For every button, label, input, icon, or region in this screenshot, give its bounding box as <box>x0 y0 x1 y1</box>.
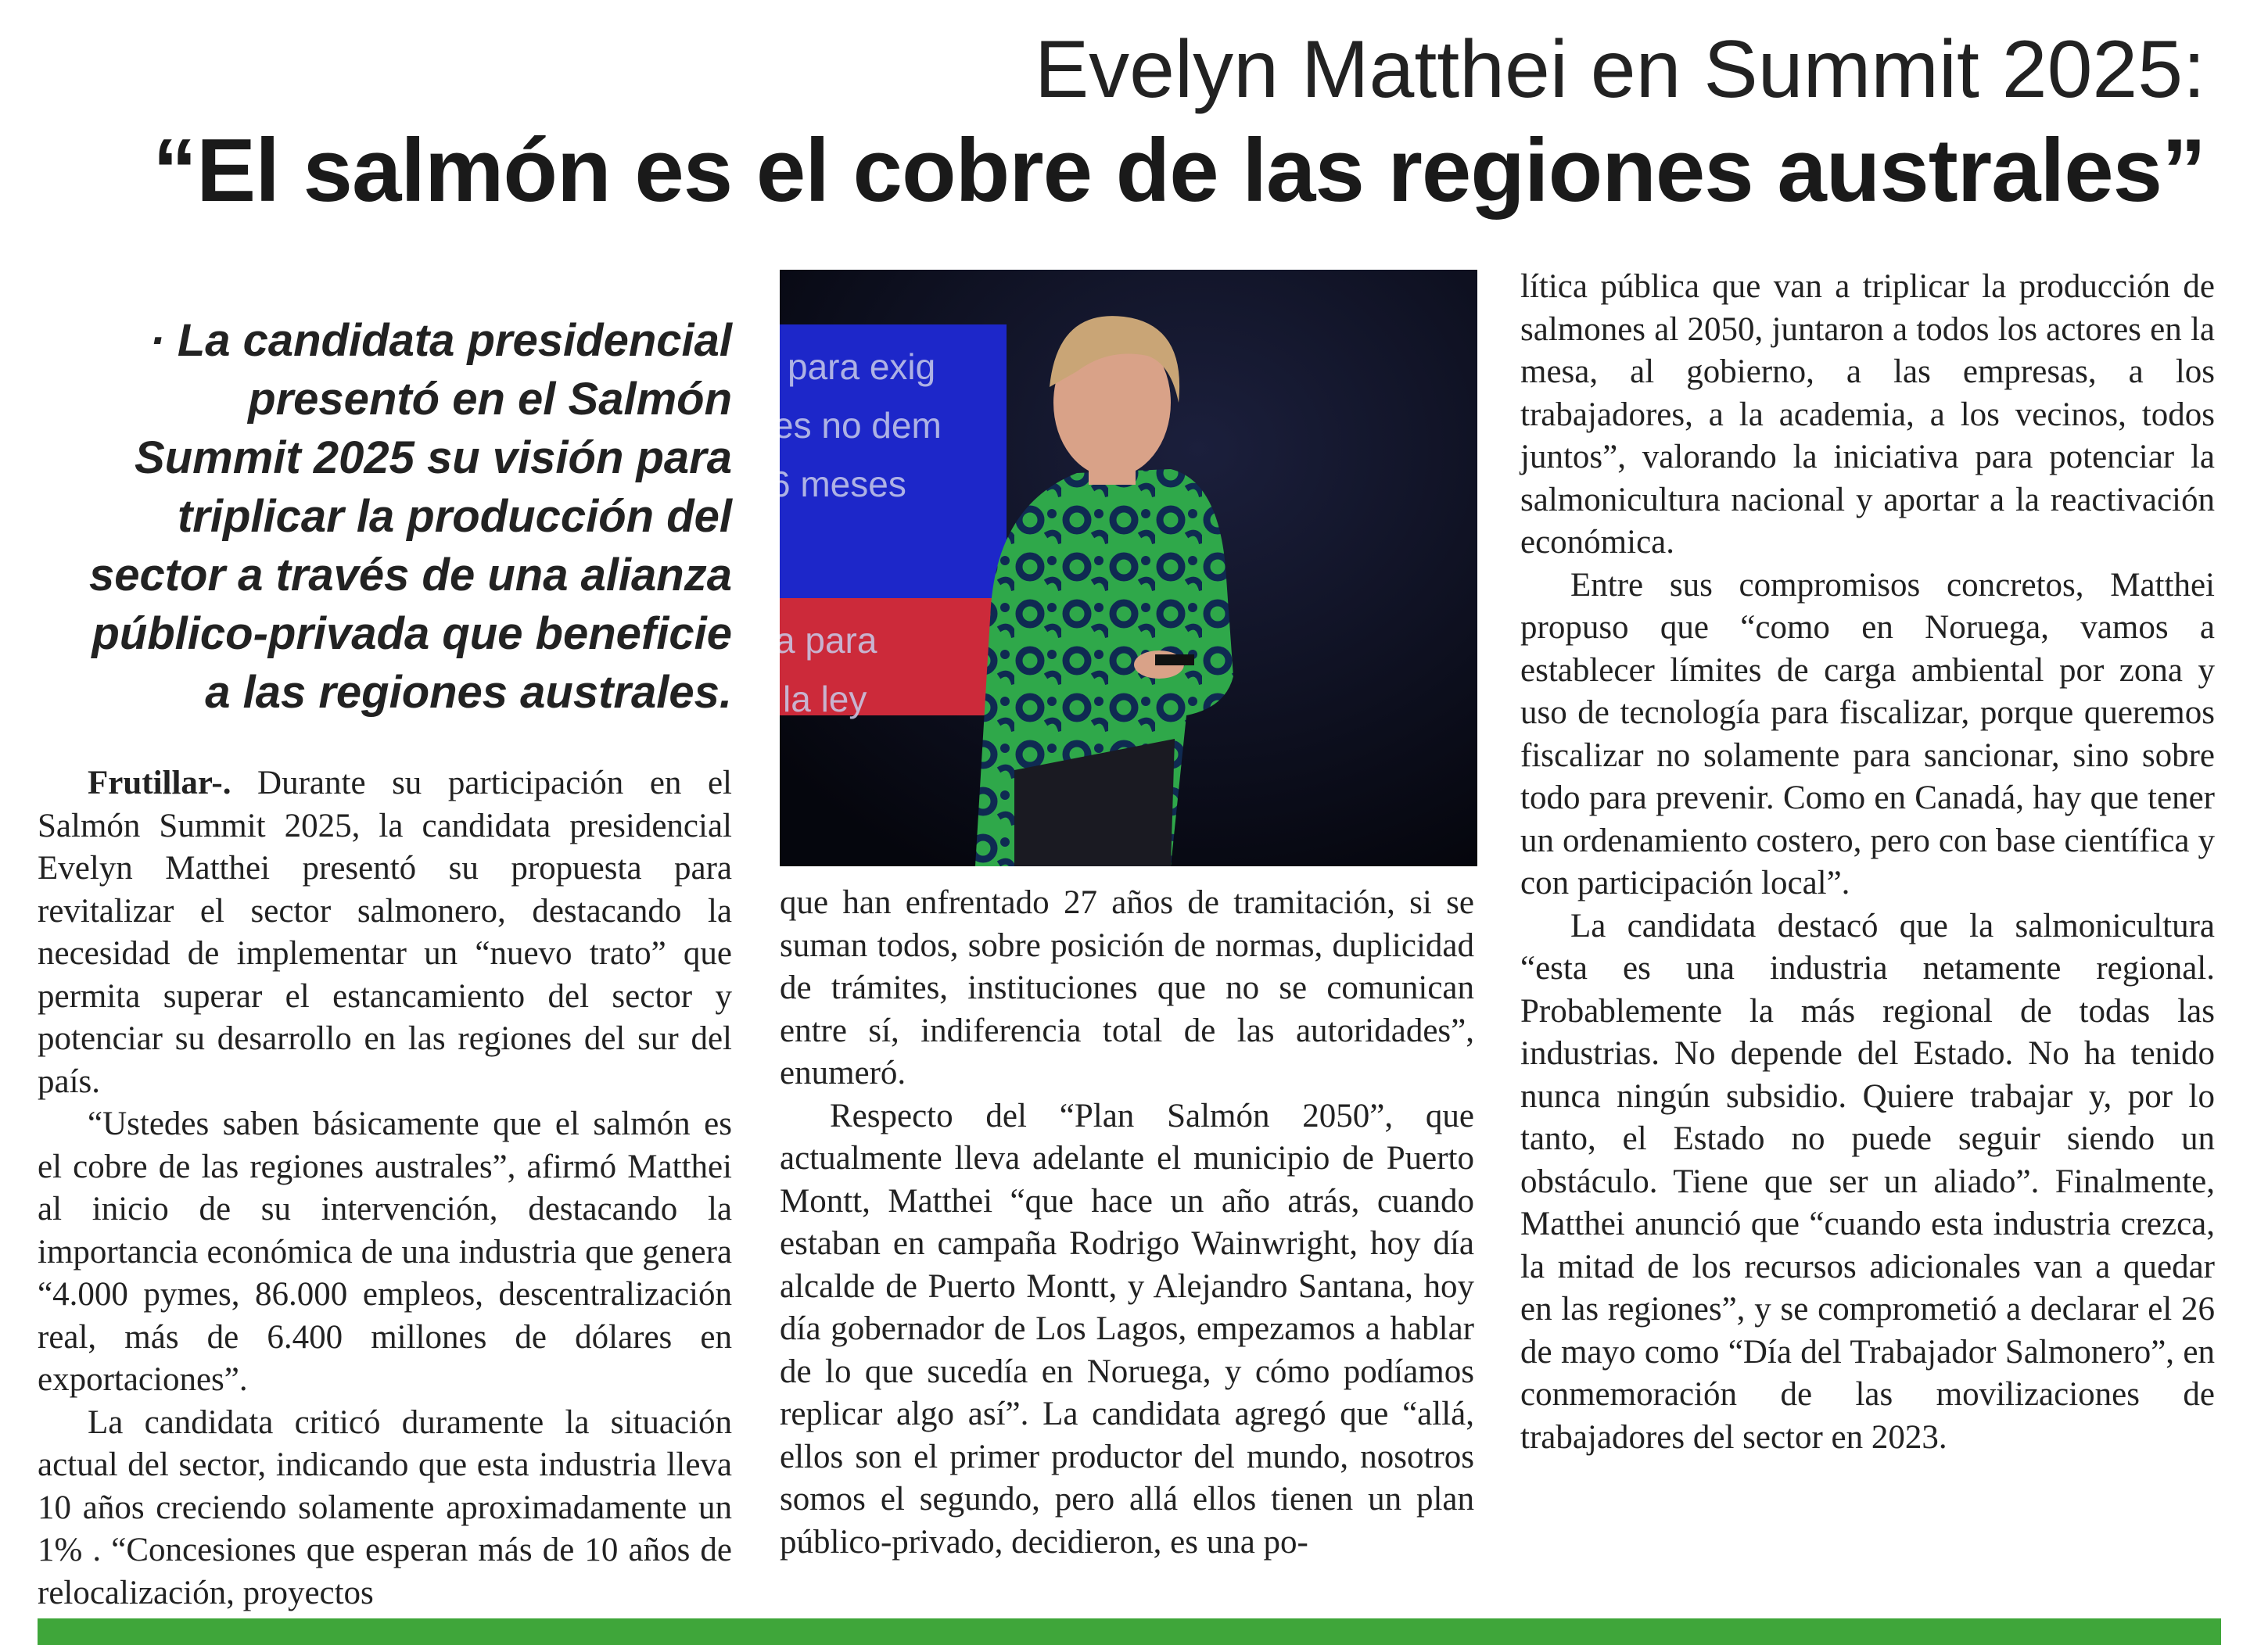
paragraph-2: “Ustedes saben básicamente que el salmón es el cobre de las regiones australes”, afirmó Matthei al inicio de su intervención, destacando la importancia económica de una industria que genera “4.000 pymes, 86.000 empleos, descentralización real, más de 6.400 millones de dólares en exportaciones”. <box>38 1106 732 1398</box>
screen-text-2: es no dem <box>780 405 942 446</box>
speaker-photo <box>780 270 1477 866</box>
column-2 <box>780 882 1474 1564</box>
paragraph-4-continued: lítica pública que van a triplicar la producción de salmones al 2050, juntaron a todos los actores en la mesa, al gobierno, a las empresas, a los trabajadores, a la academia, a los vecinos, todos juntos”, valorando la iniciativa para potenciar la salmonicultura nacional y aportar a la reactivación económica. <box>1520 268 2215 561</box>
headline-kicker: Evelyn Matthei en Summit 2025: <box>1034 24 2205 115</box>
column-1 <box>38 762 732 1615</box>
footer-accent-bar <box>38 1618 2221 1645</box>
headline-main: “El salmón es el cobre de las regiones australes” <box>153 121 2205 220</box>
paragraph-3-continued: que han enfrentado 27 años de tramitación, si se suman todos, sobre posición de normas, duplicidad de trámites, instituciones que no se comunican entre sí, indiferencia total de las autoridades”, enumeró. <box>780 884 1474 1091</box>
dateline: Frutillar-. <box>88 765 231 801</box>
screen-text-3: 6 meses <box>780 464 906 504</box>
paragraph-3: La candidata criticó duramente la situación actual del sector, indicando que esta industria lleva 10 años creciendo solamente aproximadamente un 1% . “Concesiones que esperan más de 10 años de relocalización, proyectos <box>38 1403 732 1611</box>
screen-text-5: la ley <box>783 679 867 719</box>
screen-text-1: para exig <box>788 346 936 387</box>
paragraph-4: Respecto del “Plan Salmón 2050”, que actualmente lleva adelante el municipio de Puerto Montt, Matthei “que hace un año atrás, cuando estaban en campaña Rodrigo Wainwright, hoy día alcalde de Puerto Montt, y Alejandro Santana, hoy día gobernador de Los Lagos, empezamos a hablar de lo que sucedía en Noruega, y cómo podíamos replicar algo así”. La candidata agregó que “allá, ellos son el primer productor del mundo, nosotros somos el segundo, pero allá ellos tienen un plan público-privado, decidieron, es una po- <box>780 1097 1474 1561</box>
column-3 <box>1520 266 2215 1459</box>
photo-illustration <box>780 270 1477 866</box>
paragraph-1: Frutillar-. Durante su participación en el Salmón Summit 2025, la candidata presidencial Evelyn Matthei presentó su propuesta para revitalizar el sector salmonero, destacando la necesidad de implementar un “nuevo trato” que permita superar el estancamiento del sector y potenciar su desarrollo en las regiones del sur del país. <box>38 765 732 1100</box>
paragraph-5: Entre sus compromisos concretos, Matthei propuso que “como en Noruega, vamos a establecer límites de carga ambiental por zona y uso de tecnología para fiscalizar, porque queremos fiscalizar no solamente para sancionar, sino sobre todo para prevenir. Como en Canadá, hay que tener un ordenamiento costero, pero con base científica y con participación local”. <box>1520 566 2215 901</box>
lead-summary: · La candidata presidencial presentó en el Salmón Summit 2025 su visión para triplicar la producción del sector a través de una alianza público-privada que beneficie a las regiones australes. <box>88 315 732 718</box>
headline <box>47 23 2205 222</box>
screen-text-4: a para <box>780 620 877 661</box>
paragraph-6: La candidata destacó que la salmonicultura “esta es una industria netamente regional. Probablemente la más regional de todas las industrias. No depende del Estado. No ha tenido nunca ningún subsidio. Quiere trabajar y, por lo tanto, el Estado no puede seguir siendo un obstáculo. Tiene que ser un aliado”. Finalmente, Matthei anunció que “cuando esta industria crezca, la mitad de los recursos adicionales van a quedar en las regiones”, y se comprometió a declarar el 26 de mayo como “Día del Trabajador Salmonero”, en conmemoración de las movilizaciones de trabajadores del sector en 2023. <box>1520 907 2215 1456</box>
